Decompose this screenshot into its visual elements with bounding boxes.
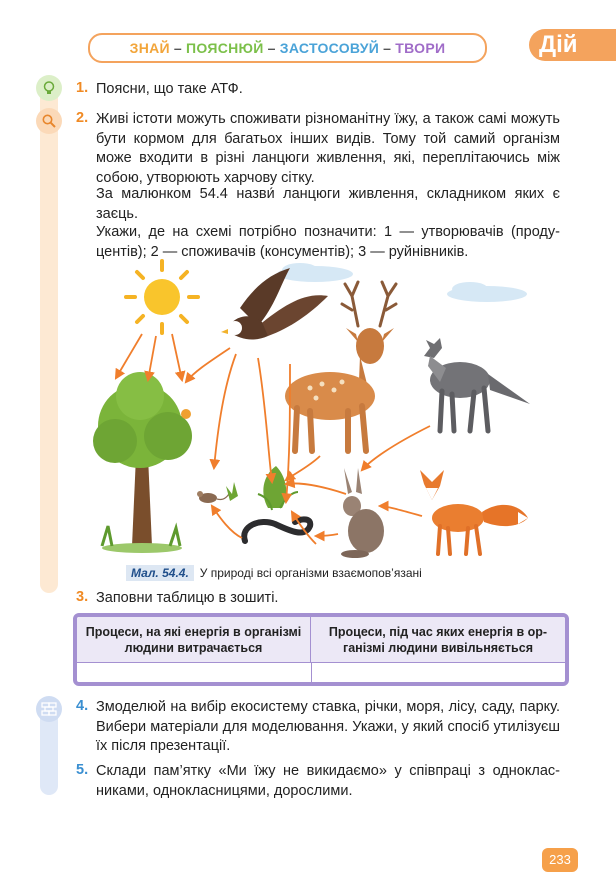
- food-web-illustration: [90, 256, 570, 566]
- magnifier-icon: [36, 108, 62, 134]
- table-divider: [311, 662, 312, 682]
- snake-icon: [244, 519, 310, 541]
- task-text: Склади пам’ятку «Ми їжу не викидаємо» у співпраці з однокласниками, однокласницями, дорослими.: [96, 763, 560, 799]
- bird-icon: [181, 409, 191, 419]
- fill-in-table: [73, 613, 569, 686]
- banner-dash: –: [173, 40, 182, 56]
- hare-icon: [341, 468, 384, 558]
- section-banner: [88, 33, 487, 63]
- table-row: [77, 662, 565, 683]
- banner-dash: –: [267, 40, 276, 56]
- task-text: Змоделюй на вибір екосистему ставка, річки, моря, лісу, саду, парку. Вибери матеріали для моделювання. Укажи, у який спосіб утилізуєш їх після презентації.: [96, 699, 560, 754]
- page-number: 233: [542, 848, 578, 872]
- task-number: 3.: [76, 589, 89, 605]
- task-paragraph: Укажи, де на схемі потрібно позначити: 1 — утворювачів (продуцентів); 2 — споживачів (консументів); 3 — руйнівників.: [96, 224, 560, 260]
- sun-icon: [126, 261, 198, 333]
- task-number: 1.: [76, 80, 89, 96]
- task-paragraph: Живі істоти можуть споживати різноманітну їжу, а також самі можуть бути кормом для багатьох інших видів. Тому той самий організм може входити в різні ланцюги живлення, які, переплітаючись між собою, утворюють харчову сітку.: [96, 111, 560, 186]
- table-header-energy-spent: Процеси, на які енергія в організмі людини витрачається: [77, 617, 311, 662]
- task-paragraph: За малюнком 54.4 назви́ ланцюги живлення, складником яких є заєць.: [96, 186, 560, 222]
- wolf-icon: [424, 338, 530, 431]
- task-number: 5.: [76, 762, 89, 778]
- task-text: Заповни таблицю в зошиті.: [96, 590, 279, 606]
- fox-icon: [420, 470, 528, 554]
- banner-word-apply: ЗАСТОСОВУЙ: [279, 40, 380, 56]
- side-rail-top: [40, 83, 58, 593]
- task-text: Поясни, що таке АТФ.: [96, 81, 243, 97]
- lightbulb-icon: [36, 75, 62, 101]
- task-number: 2.: [76, 110, 89, 126]
- table-header-energy-released: Процеси, під час яких енергія в організмі людини вивільняється: [311, 617, 565, 662]
- task-number: 4.: [76, 698, 89, 714]
- bricks-icon: [36, 696, 62, 722]
- figure-caption-text: У природі всі організми взаємопов’язані: [199, 566, 422, 580]
- banner-dash: –: [383, 40, 392, 56]
- banner-word-create: ТВОРИ: [395, 40, 446, 56]
- cloud-icon: [447, 282, 527, 302]
- section-tab: Дій: [529, 29, 616, 61]
- tree-icon: [93, 372, 192, 553]
- cloud-icon: [277, 263, 353, 282]
- banner-word-explain: ПОЯСНЮЙ: [186, 40, 264, 56]
- figure-label: Мал. 54.4.: [126, 565, 194, 581]
- mouse-icon: [197, 491, 230, 503]
- figure-caption: [126, 566, 422, 580]
- banner-word-know: ЗНАЙ: [129, 40, 170, 56]
